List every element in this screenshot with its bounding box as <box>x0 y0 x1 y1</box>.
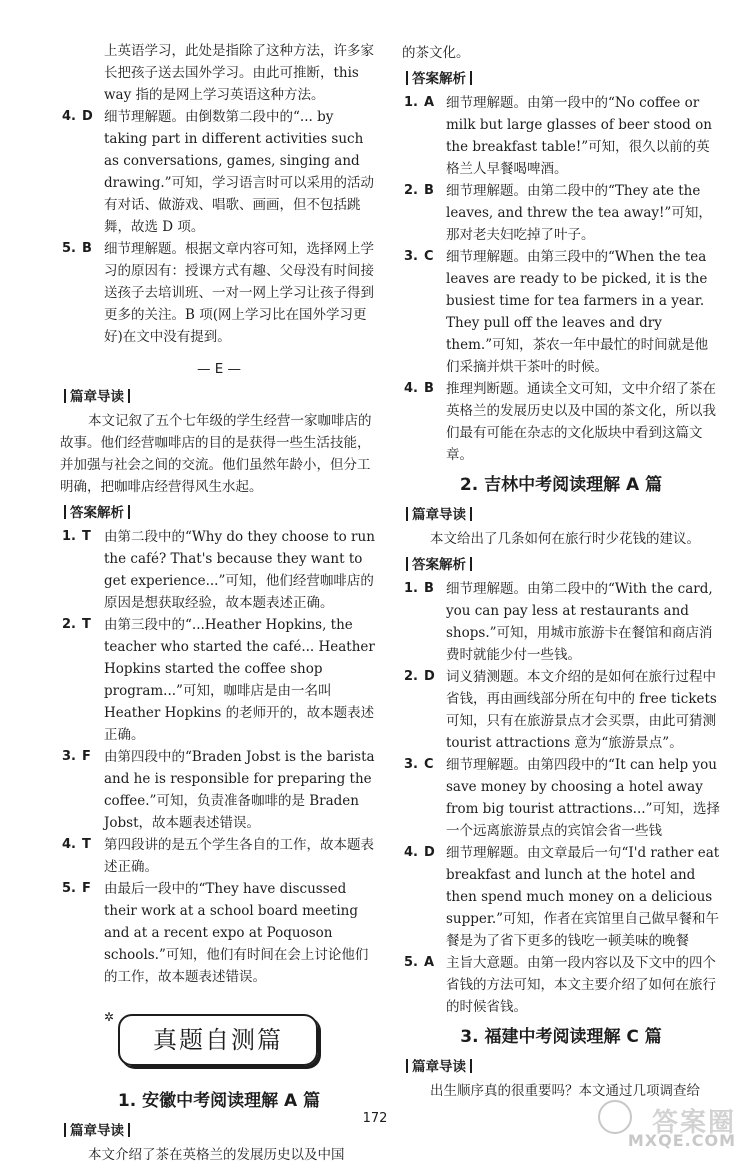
anhui-title: 1. 安徽中考阅读理解 A 篇 <box>117 1091 321 1111</box>
answer-item <box>402 378 720 466</box>
item-answer: D <box>424 669 435 684</box>
item-number: 1. <box>404 581 418 596</box>
answer-item <box>60 106 378 238</box>
item-explanation: 词义猜测题。本文介绍的是如何在旅行过程中省钱，再由画线部分所在句中的 free tickets 可知，只有在旅游景点才会买票，由此可猜测 tourist attractions 意为“旅游景点”。 <box>446 669 717 751</box>
analysis-label: 答案解析 <box>60 502 378 524</box>
item-answer: F <box>82 749 91 764</box>
answer-item <box>402 578 720 666</box>
continuation-line: way 指的是网上学习英语这种方法。 <box>104 87 325 103</box>
item-number: 5. <box>62 241 76 256</box>
item-explanation: 细节理解题。由第三段中的“When the tea leaves are ready to be picked, it is the busiest time for tea farmers in a year. They pull off the leaves and dry them.”可知，茶农一年中最忙的时间就是他们采摘并烘干茶叶的时候。 <box>446 249 709 375</box>
item-explanation: 由第四段中的“Braden Jobst is the barista and he is responsible for preparing the coffee.”可知，负责准备咖啡的是 Braden Jobst，故本题表述错误。 <box>104 749 375 831</box>
guide-text: 出生顺序真的很重要吗？本文通过几项调查给 <box>430 1083 700 1099</box>
answer-item <box>402 180 720 246</box>
label-bar <box>128 389 130 403</box>
guide-label: 篇章导读 <box>402 1056 720 1078</box>
label-bar <box>128 505 130 519</box>
item-number: 1. <box>404 95 418 110</box>
item-answer: T <box>82 529 91 544</box>
label-bar <box>470 71 472 85</box>
item-number: 4. <box>62 837 76 852</box>
item-explanation: 主旨大意题。由第一段内容以及下文中的四个省钱的方法可知，本文主要介绍了如何在旅行的时候省钱。 <box>446 955 716 1015</box>
guide-text: 本文给出了几条如何在旅行时少花钱的建议。 <box>430 531 700 547</box>
item-answer: A <box>424 95 435 110</box>
page-number: 172 <box>362 1111 388 1126</box>
answer-item <box>402 666 720 754</box>
label-bar <box>406 507 408 521</box>
answer-item <box>60 526 378 614</box>
continuation-line: 上英语学习，此处是指除了这种方法，许多家 <box>104 43 374 59</box>
item-answer: D <box>424 845 435 860</box>
sparkle-icon: ✲ <box>104 1010 115 1024</box>
label-bar <box>406 1059 408 1073</box>
left-column <box>60 40 378 1166</box>
item-explanation: 细节理解题。由倒数第二段中的“... by taking part in different activities such as conversations, games, singing and drawing.”可知，学习语言时可以采用的活动有对话、做游戏、唱歌、画画，但不包括跳舞，故选 D 项。 <box>104 109 375 235</box>
label-bar <box>64 389 66 403</box>
item-number: 2. <box>404 183 418 198</box>
item-answer: T <box>82 617 91 632</box>
answer-item <box>402 246 720 378</box>
item-explanation: 细节理解题。由第二段中的“They ate the leaves, and threw the tea away!”可知，那对老夫妇吃掉了叶子。 <box>446 183 712 243</box>
watermark-circle-icon <box>598 1100 632 1134</box>
item-explanation: 由最后一段中的“They have discussed their work at a school board meeting and at a recent expo at Poquoson schools.”可知，他们有时间在会上讨论他们的工作，故本题表述错误。 <box>104 881 369 985</box>
label-bar <box>470 557 472 571</box>
item-explanation: 细节理解题。由第二段中的“With the card, you can pay less at restaurants and shops.”可知，用城市旅游卡在餐馆和商店消费时就能少付一些钱。 <box>446 581 713 663</box>
item-number: 4. <box>404 845 418 860</box>
continuation-line: 长把孩子送去国外学习。由此可推断，this <box>104 65 359 81</box>
item-answer: D <box>82 109 93 124</box>
answer-item <box>402 952 720 1018</box>
answer-item <box>60 878 378 988</box>
watermark-url: MXQE.COM <box>627 1131 736 1150</box>
watermark-text: 答案圈 <box>651 1108 736 1138</box>
guide-label: 篇章导读 <box>60 386 378 408</box>
item-answer: B <box>424 381 434 396</box>
label-bar <box>470 507 472 521</box>
item-answer: B <box>82 241 92 256</box>
item-answer: B <box>424 581 434 596</box>
label-bar <box>406 557 408 571</box>
item-explanation: 细节理解题。由第一段中的“No coffee or milk but large glasses of beer stood on the breakfast table!”可知，很久以前的英格兰人早餐喝啤酒。 <box>446 95 712 177</box>
item-answer: A <box>424 955 435 970</box>
continuation-line: 的茶文化。 <box>402 45 470 61</box>
item-number: 2. <box>62 617 76 632</box>
guide-label: 篇章导读 <box>60 1120 378 1142</box>
item-explanation: 细节理解题。由第四段中的“It can help you save money by choosing a hotel away from big tourist attractions...”可知，选择一个远离旅游景点的宾馆会省一些钱 <box>446 757 720 839</box>
item-explanation: 推理判断题。通读全文可知，文中介绍了茶在英格兰的发展历史以及中国的茶文化，所以我们最有可能在杂志的文化版块中看到这篇文章。 <box>446 381 716 463</box>
item-explanation: 由第二段中的“Why do they choose to run the café? That's because they want to get experience...”可知，他们经营咖啡店的原因是想获取经验，故本题表述正确。 <box>104 529 375 611</box>
answer-item <box>60 746 378 834</box>
item-answer: C <box>424 249 434 264</box>
label-bar <box>64 505 66 519</box>
guide-text: 本文记叙了五个七年级的学生经营一家咖啡店的故事。他们经营咖啡店的目的是获得一些生活技能，并加强与社会之间的交流。他们虽然年龄小，但分工明确，把咖啡店经营得风生水起。 <box>60 413 372 495</box>
analysis-label: 答案解析 <box>402 554 720 576</box>
answer-item <box>60 238 378 348</box>
item-number: 5. <box>404 955 418 970</box>
label-bar <box>406 71 408 85</box>
jilin-title: 2. 吉林中考阅读理解 A 篇 <box>459 475 663 495</box>
item-number: 3. <box>404 249 418 264</box>
item-explanation: 由第三段中的“...Heather Hopkins, the teacher who started the café... Heather Hopkins started the coffee shop program...”可知，咖啡店是由一名叫 Heather Hopkins 的老师开的，故本题表述正确。 <box>104 617 375 743</box>
item-explanation: 细节理解题。由文章最后一句“I'd rather eat breakfast and lunch at the hotel and then spend much money on a delicious supper.”可知，作者在宾馆里自己做早餐和午餐是为了省下更多的钱吃一顿美味的晚餐 <box>446 845 720 949</box>
right-column <box>402 42 720 1102</box>
label-bar <box>470 1059 472 1073</box>
item-answer: T <box>82 837 91 852</box>
answer-item <box>60 614 378 746</box>
item-number: 3. <box>404 757 418 772</box>
guide-text: 本文介绍了茶在英格兰的发展历史以及中国 <box>88 1147 345 1163</box>
item-answer: B <box>424 183 434 198</box>
item-number: 2. <box>404 669 418 684</box>
answer-item <box>402 754 720 842</box>
section-e-title: — E — <box>196 361 242 377</box>
item-explanation: 第四段讲的是五个学生各自的工作，故本题表述正确。 <box>104 837 374 875</box>
item-answer: F <box>82 881 91 896</box>
answer-item <box>60 834 378 878</box>
watermark-logo <box>590 1082 740 1152</box>
answer-item <box>402 842 720 952</box>
item-number: 4. <box>62 109 76 124</box>
fujian-title: 3. 福建中考阅读理解 C 篇 <box>460 1027 662 1047</box>
guide-label: 篇章导读 <box>402 504 720 526</box>
item-number: 1. <box>62 529 76 544</box>
analysis-label: 答案解析 <box>402 68 720 90</box>
item-explanation: 细节理解题。根据文章内容可知，选择网上学习的原因有：授课方式有趣、父母没有时间接送孩子去培训班、一对一网上学习让孩子得到更多的关注。B 项(网上学习比在国外学习更好)在文中没有提到。 <box>104 241 374 345</box>
answer-item <box>402 92 720 180</box>
banner-title: 真题自测篇 <box>118 1014 318 1066</box>
banner <box>60 1006 378 1076</box>
item-number: 5. <box>62 881 76 896</box>
item-number: 4. <box>404 381 418 396</box>
item-number: 3. <box>62 749 76 764</box>
item-answer: C <box>424 757 434 772</box>
